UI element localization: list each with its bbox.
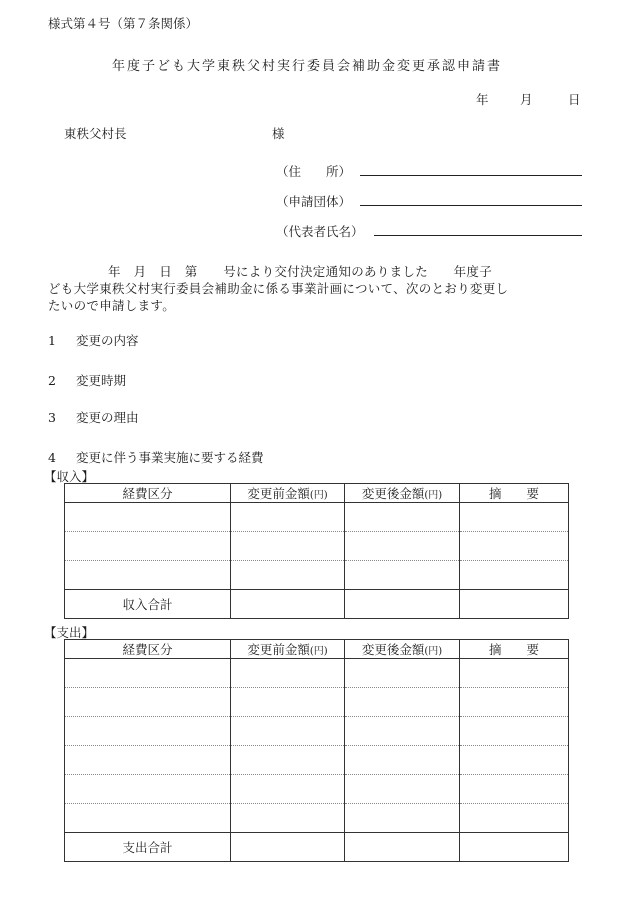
table-row — [65, 659, 569, 688]
table-row — [65, 688, 569, 717]
section-number: 3 — [48, 410, 56, 425]
document-title: 年度子ども大学東秩父村実行委員会補助金変更承認申請書 — [112, 59, 503, 74]
section-number: 2 — [48, 373, 56, 388]
table-row — [65, 561, 569, 590]
header-category: 経費区分 — [65, 640, 231, 659]
section-label: 変更の理由 — [76, 410, 139, 425]
address-field-line[interactable] — [360, 175, 582, 176]
section-number: 4 — [48, 450, 56, 465]
header-remarks: 摘 要 — [460, 484, 569, 503]
table-row — [65, 532, 569, 561]
representative-label: （代表者氏名） — [276, 224, 364, 239]
income-header-row — [65, 484, 569, 503]
header-remarks: 摘 要 — [460, 640, 569, 659]
addressee-honorific: 様 — [272, 126, 285, 141]
header-category: 経費区分 — [65, 484, 231, 503]
expense-total-row — [65, 833, 569, 862]
section-2 — [48, 371, 126, 389]
header-after-amount: 変更後金額(円) — [345, 640, 460, 659]
section-label: 変更時期 — [76, 373, 127, 388]
representative-field-line[interactable] — [374, 235, 582, 236]
expense-heading: 【支出】 — [44, 625, 95, 640]
body-text-line-1: 年 月 日 第 号により交付決定通知のありました 年度子 — [108, 264, 493, 279]
income-heading: 【収入】 — [44, 469, 95, 484]
applicant-group-label: （申請団体） — [276, 194, 352, 209]
header-before-amount: 変更前金額(円) — [231, 640, 345, 659]
addressee-name: 東秩父村長 — [64, 126, 127, 141]
expense-total-label: 支出合計 — [65, 833, 231, 862]
table-row — [65, 717, 569, 746]
table-row — [65, 746, 569, 775]
income-total-row — [65, 590, 569, 619]
body-text-line-2: ども大学東秩父村実行委員会補助金に係る事業計画について、次のとおり変更し — [48, 281, 509, 296]
header-after-amount: 変更後金額(円) — [345, 484, 460, 503]
body-text-line-3: たいので申請します。 — [48, 298, 176, 313]
date-day-label: 日 — [568, 92, 581, 107]
header-before-amount: 変更前金額(円) — [231, 484, 345, 503]
section-label: 変更の内容 — [76, 333, 139, 348]
table-row — [65, 775, 569, 804]
expense-header-row — [65, 640, 569, 659]
section-1 — [48, 331, 139, 349]
section-3 — [48, 408, 139, 426]
table-row — [65, 503, 569, 532]
income-total-label: 収入合計 — [65, 590, 231, 619]
address-label: （住 所） — [276, 164, 352, 179]
section-number: 1 — [48, 333, 56, 348]
form-number: 様式第４号（第７条関係） — [48, 16, 199, 31]
date-year-label: 年 — [476, 92, 489, 107]
expense-table — [64, 639, 569, 862]
income-table — [64, 483, 569, 619]
date-month-label: 月 — [520, 92, 533, 107]
section-label: 変更に伴う事業実施に要する経費 — [76, 450, 264, 465]
applicant-group-field-line[interactable] — [360, 205, 582, 206]
table-row — [65, 804, 569, 833]
section-4 — [48, 448, 264, 466]
